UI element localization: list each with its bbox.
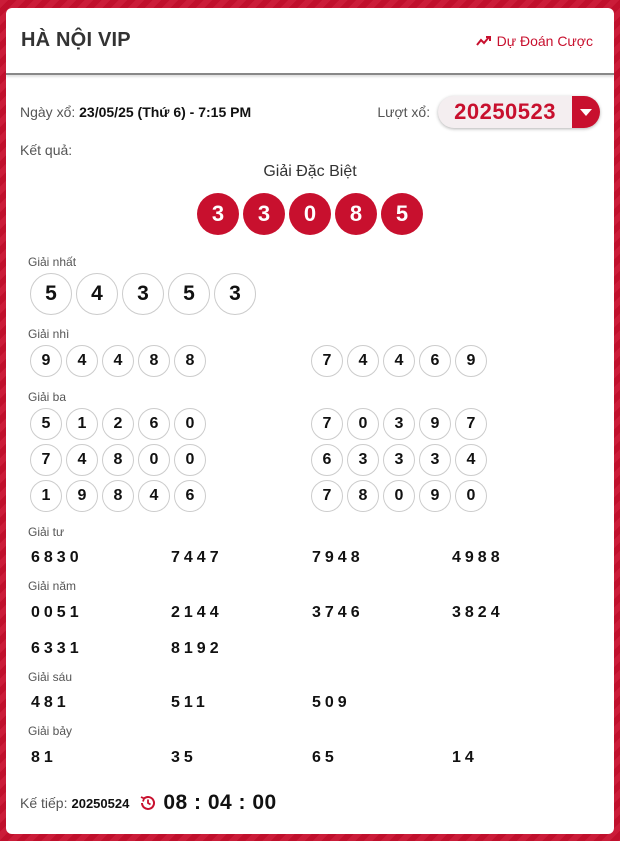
special-prize-title: Giải Đặc Biệt [263,163,357,180]
trend-chart-icon [476,35,492,47]
prize-ball: 7 [311,480,343,512]
prize-ball: 7 [30,444,62,476]
prize-ball: 4 [347,345,379,377]
third-prize-number [30,408,206,440]
fifth-prize-label: Giải năm [28,579,77,593]
third-prize-number [311,408,487,440]
special-ball: 5 [381,193,423,235]
prize-ball: 9 [30,345,62,377]
fifth-prize-number: 0051 [31,604,83,621]
fifth-prize-number: 2144 [171,604,223,621]
prize-ball: 3 [383,408,415,440]
fourth-prize-label: Giải tư [28,525,65,539]
prize-ball: 6 [138,408,170,440]
prize-ball: 9 [419,408,451,440]
draw-info [20,96,600,128]
third-prize-number [30,480,206,512]
third-prize-number [30,444,206,476]
prize-ball: 0 [138,444,170,476]
prize-ball: 4 [76,273,118,315]
draw-date-value: 23/05/25 (Thứ 6) - 7:15 PM [79,104,252,120]
prize-ball: 0 [174,444,206,476]
prize-ball: 3 [419,444,451,476]
chevron-down-icon[interactable] [572,96,600,128]
prize-ball: 3 [122,273,164,315]
prize-ball: 1 [30,480,62,512]
special-ball: 8 [335,193,377,235]
countdown-timer: 08 : 04 : 00 [163,791,277,814]
third-prize-number [311,480,487,512]
prize-ball: 9 [455,345,487,377]
prize-ball: 6 [419,345,451,377]
prize-ball: 6 [174,480,206,512]
prize-ball: 0 [174,408,206,440]
prize-ball: 7 [455,408,487,440]
prize-ball: 5 [168,273,210,315]
second-prize-number [311,345,487,377]
seventh-prize-label: Giải bảy [28,724,73,738]
prize-ball: 5 [30,408,62,440]
prize-ball: 2 [102,408,134,440]
turn-select[interactable] [438,96,600,128]
seventh-prize-number: 14 [452,749,478,766]
next-draw-id: 20250524 [71,795,130,811]
fifth-prize-number: 3824 [452,604,504,621]
prize-ball: 4 [383,345,415,377]
prize-ball: 1 [66,408,98,440]
fourth-prize-number: 7948 [312,549,364,566]
prize-ball: 8 [347,480,379,512]
prize-ball: 8 [102,444,134,476]
fifth-prize-number: 8192 [171,640,223,657]
prize-ball: 8 [102,480,134,512]
special-ball: 0 [289,193,331,235]
fourth-prize-number: 6830 [31,549,83,566]
seventh-prize-number: 65 [312,749,338,766]
prize-ball: 4 [102,345,134,377]
turn-select-value[interactable]: 20250523 [454,99,556,124]
draw-turn [377,96,600,128]
sixth-prize-number: 481 [31,694,70,711]
predict-link[interactable] [476,33,593,49]
turn-label: Lượt xổ: [377,104,431,120]
prize-ball: 0 [347,408,379,440]
prize-ball: 3 [347,444,379,476]
next-draw-label: Kế tiếp: [20,795,68,811]
next-draw [20,791,277,815]
special-ball: 3 [197,193,239,235]
fifth-prize-number: 3746 [312,604,364,621]
sixth-prize-number: 511 [171,694,209,711]
result-card [6,8,614,834]
prize-ball: 7 [311,345,343,377]
seventh-prize-number: 35 [171,749,197,766]
prize-ball: 8 [174,345,206,377]
prize-ball: 3 [214,273,256,315]
prize-ball: 3 [383,444,415,476]
draw-date [20,104,251,120]
second-prize-number [30,345,206,377]
draw-date-label: Ngày xổ: [20,104,76,120]
sixth-prize-number: 509 [312,694,351,711]
special-ball: 3 [243,193,285,235]
special-prize-balls [6,193,614,235]
prize-ball: 0 [455,480,487,512]
first-prize-balls [30,273,256,315]
prize-ball: 7 [311,408,343,440]
clock-refresh-icon [139,794,157,812]
prize-ball: 0 [383,480,415,512]
seventh-prize-number: 81 [31,749,57,766]
first-prize-label: Giải nhất [28,255,77,269]
prize-ball: 4 [455,444,487,476]
third-prize-number [311,444,487,476]
prize-ball: 4 [66,444,98,476]
prize-ball: 4 [66,345,98,377]
page-title: HÀ NỘI VIP [21,29,131,51]
prize-ball: 8 [138,345,170,377]
prize-ball: 9 [66,480,98,512]
predict-label[interactable]: Dự Đoán Cược [496,32,593,49]
fourth-prize-number: 7447 [171,549,223,566]
prize-ball: 4 [138,480,170,512]
third-prize-label: Giải ba [28,390,67,404]
prize-ball: 5 [30,273,72,315]
prize-ball: 6 [311,444,343,476]
card-header [6,8,614,75]
fourth-prize-number: 4988 [452,549,504,566]
second-prize-label: Giải nhì [28,327,70,341]
fifth-prize-number: 6331 [31,640,83,657]
result-label: Kết quả: [20,142,73,158]
prize-ball: 9 [419,480,451,512]
sixth-prize-label: Giải sáu [28,670,73,684]
